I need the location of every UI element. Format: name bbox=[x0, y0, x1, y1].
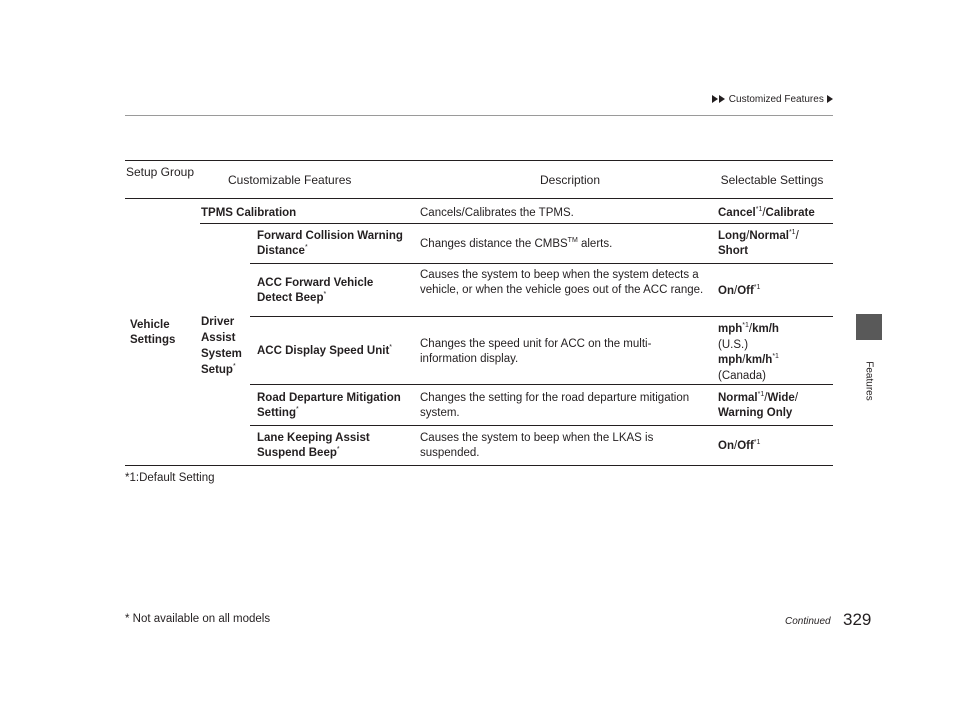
breadcrumb-label: Customized Features bbox=[728, 94, 824, 105]
column-header-description: Description bbox=[539, 173, 601, 187]
row-rule bbox=[250, 425, 833, 426]
row-rule bbox=[200, 223, 833, 224]
row-rule bbox=[250, 384, 833, 385]
feature-acc-display-speed-unit: ACC Display Speed Unit* bbox=[257, 344, 393, 357]
column-header-selectable-settings: Selectable Settings bbox=[720, 173, 824, 187]
feature-acc-forward-vehicle-detect-beep: ACC Forward Vehicle Detect Beep* bbox=[257, 277, 374, 304]
table-bottom-rule bbox=[125, 465, 833, 466]
section-tab-marker bbox=[856, 314, 882, 340]
row-rule bbox=[250, 316, 833, 317]
breadcrumb bbox=[712, 94, 834, 105]
table-top-rule bbox=[125, 160, 833, 161]
feature-lane-keeping-assist-suspend-beep: Lane Keeping Assist Suspend Beep* bbox=[257, 432, 370, 459]
continued-label: Continued bbox=[785, 616, 831, 627]
table-header-rule bbox=[125, 198, 833, 199]
page-number: 329 bbox=[843, 610, 872, 629]
triangle-right-icon bbox=[827, 95, 833, 103]
settings-lkas: On/Off$^{*1}$ bbox=[718, 439, 761, 452]
triangle-right-icon bbox=[712, 95, 718, 103]
bottom-note: * Not available on all models bbox=[125, 613, 271, 625]
column-header-customizable-features: Customizable Features bbox=[228, 173, 352, 187]
settings-acc-beep: On/Off$^{*1}$ bbox=[718, 284, 761, 297]
settings-fcw: Long/Normal$^{*1}$/ Short bbox=[718, 229, 799, 257]
description-lkas: Causes the system to beep when the LKAS is suspended. bbox=[420, 432, 654, 459]
description-tpms: Cancels/Calibrates the TPMS. bbox=[420, 207, 574, 219]
settings-tpms: Cancel$^{*1}$/Calibrate bbox=[718, 206, 815, 219]
description-acc-speed-unit: Changes the speed unit for ACC on the multi-information display. bbox=[420, 338, 652, 365]
description-acc-beep: Causes the system to beep when the system detects a vehicle, or when the vehicle goes out of the ACC range. bbox=[420, 269, 704, 296]
setup-group-vehicle-settings: Vehicle Settings bbox=[130, 319, 176, 346]
feature-tpms-calibration: TPMS Calibration bbox=[201, 207, 297, 219]
settings-acc-speed-unit: mph$^{*1}$/km/h (U.S.) mph/$km/h^{*1}$ (Canada) bbox=[718, 322, 779, 382]
triangle-right-icon bbox=[719, 95, 725, 103]
feature-road-departure-mitigation-setting: Road Departure Mitigation Setting* bbox=[257, 392, 401, 419]
column-header-setup-group: Setup Group bbox=[125, 165, 195, 179]
subgroup-driver-assist: Driver Assist System Setup* bbox=[201, 316, 242, 376]
description-fcw: Changes distance the CMBS™ alerts. bbox=[420, 237, 613, 250]
section-label: Features bbox=[863, 361, 875, 401]
header-rule bbox=[125, 115, 833, 116]
description-rdm: Changes the setting for the road departure mitigation system. bbox=[420, 392, 690, 419]
feature-forward-collision-warning-distance: Forward Collision Warning Distance* bbox=[257, 230, 403, 257]
row-rule bbox=[250, 263, 833, 264]
footnote-default-setting: *1:Default Setting bbox=[125, 472, 215, 484]
settings-rdm: Normal$^{*1}$/Wide/ Warning Only bbox=[718, 391, 799, 419]
